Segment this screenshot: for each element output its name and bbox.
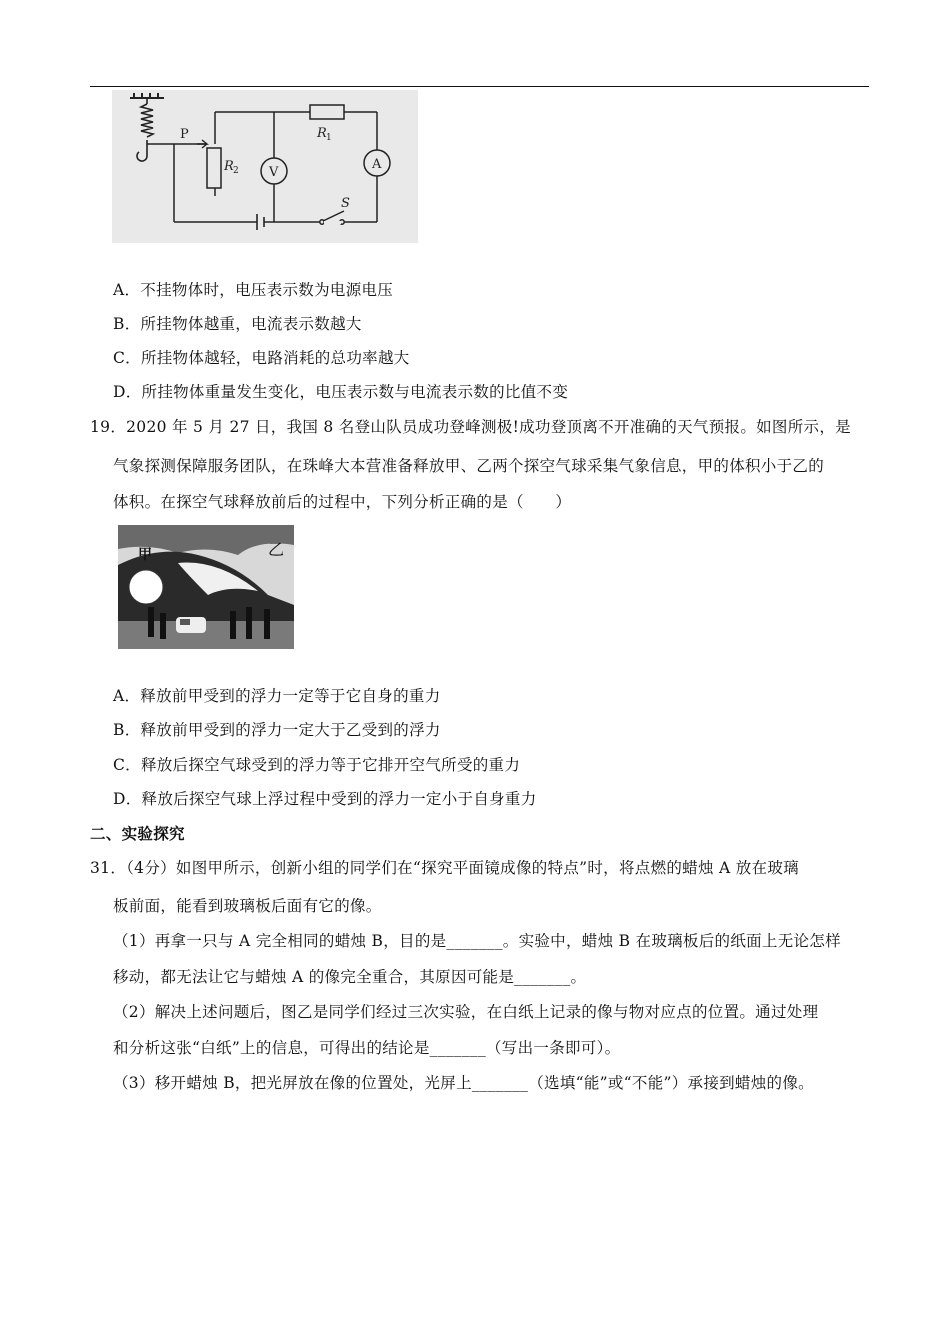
q31-line-4: 移动，都无法让它与蜡烛 A 的像完全重合，其原因可能是_______。	[113, 968, 587, 986]
q18-option-d: D．所挂物体重量发生变化，电压表示数与电流表示数的比值不变	[113, 383, 569, 401]
q31-line-1: 31．（4分）如图甲所示，创新小组的同学们在“探究平面镜成像的特点”时，将点燃的蜡烛 A 放在玻璃	[90, 859, 799, 877]
q19-stem-line-1: 19．2020 年 5 月 27 日，我国 8 名登山队员成功登峰测极!成功登顶离不开准确的天气预报。如图所示，是	[90, 418, 851, 436]
q19-stem-line-3: 体积。在探空气球释放前后的过程中，下列分析正确的是（ ）	[113, 493, 572, 511]
q19-option-d: D．释放后探空气球上浮过程中受到的浮力一定小于自身重力	[113, 790, 537, 808]
q19-stem-line-2: 气象探测保障服务团队，在珠峰大本营准备释放甲、乙两个探空气球采集气象信息，甲的体积小于乙的	[113, 457, 825, 475]
label-v: V	[269, 165, 279, 180]
q31-line-5: （2）解决上述问题后，图乙是同学们经过三次实验，在白纸上记录的像与物对应点的位置。通过处理	[113, 1003, 819, 1021]
q18-option-c: C．所挂物体越轻，电路消耗的总功率越大	[113, 349, 410, 367]
photo-label-jia: 甲	[138, 547, 152, 563]
q18-option-b: B．所挂物体越重，电流表示数越大	[113, 315, 362, 333]
label-r1-sub: 1	[326, 133, 332, 143]
header-rule	[90, 86, 869, 87]
q31-line-6: 和分析这张“白纸”上的信息，可得出的结论是_______（写出一条即可）。	[113, 1039, 621, 1057]
q31-line-7: （3）移开蜡烛 B，把光屏放在像的位置处，光屏上_______（选填“能”或“不能”）承接到蜡烛的像。	[113, 1074, 814, 1092]
q18-option-a: A．不挂物体时，电压表示数为电源电压	[113, 281, 394, 299]
q19-option-c: C．释放后探空气球受到的浮力等于它排开空气所受的重力	[113, 756, 521, 774]
photo-label-yi: 乙	[268, 540, 285, 559]
q19-option-b: B．释放前甲受到的浮力一定大于乙受到的浮力	[113, 721, 441, 739]
section-title: 二、实验探究	[90, 825, 185, 843]
resistor-r1	[310, 105, 344, 119]
label-a: A	[372, 157, 382, 172]
label-p: P	[180, 127, 189, 142]
label-r2-sub: 2	[233, 166, 239, 176]
q31-line-3: （1）再拿一只与 A 完全相同的蜡烛 B，目的是_______。实验中，蜡烛 B 在玻璃板后的纸面上无论怎样	[113, 932, 841, 950]
balloon-photo	[118, 525, 294, 649]
balloon-jia-icon	[129, 570, 163, 604]
label-r1: R	[317, 126, 327, 141]
circuit-figure	[112, 90, 418, 243]
label-r2: R	[224, 159, 234, 174]
label-s: S	[341, 196, 350, 211]
q19-option-a: A．释放前甲受到的浮力一定等于它自身的重力	[113, 687, 441, 705]
q31-line-2: 板前面，能看到玻璃板后面有它的像。	[113, 897, 382, 915]
